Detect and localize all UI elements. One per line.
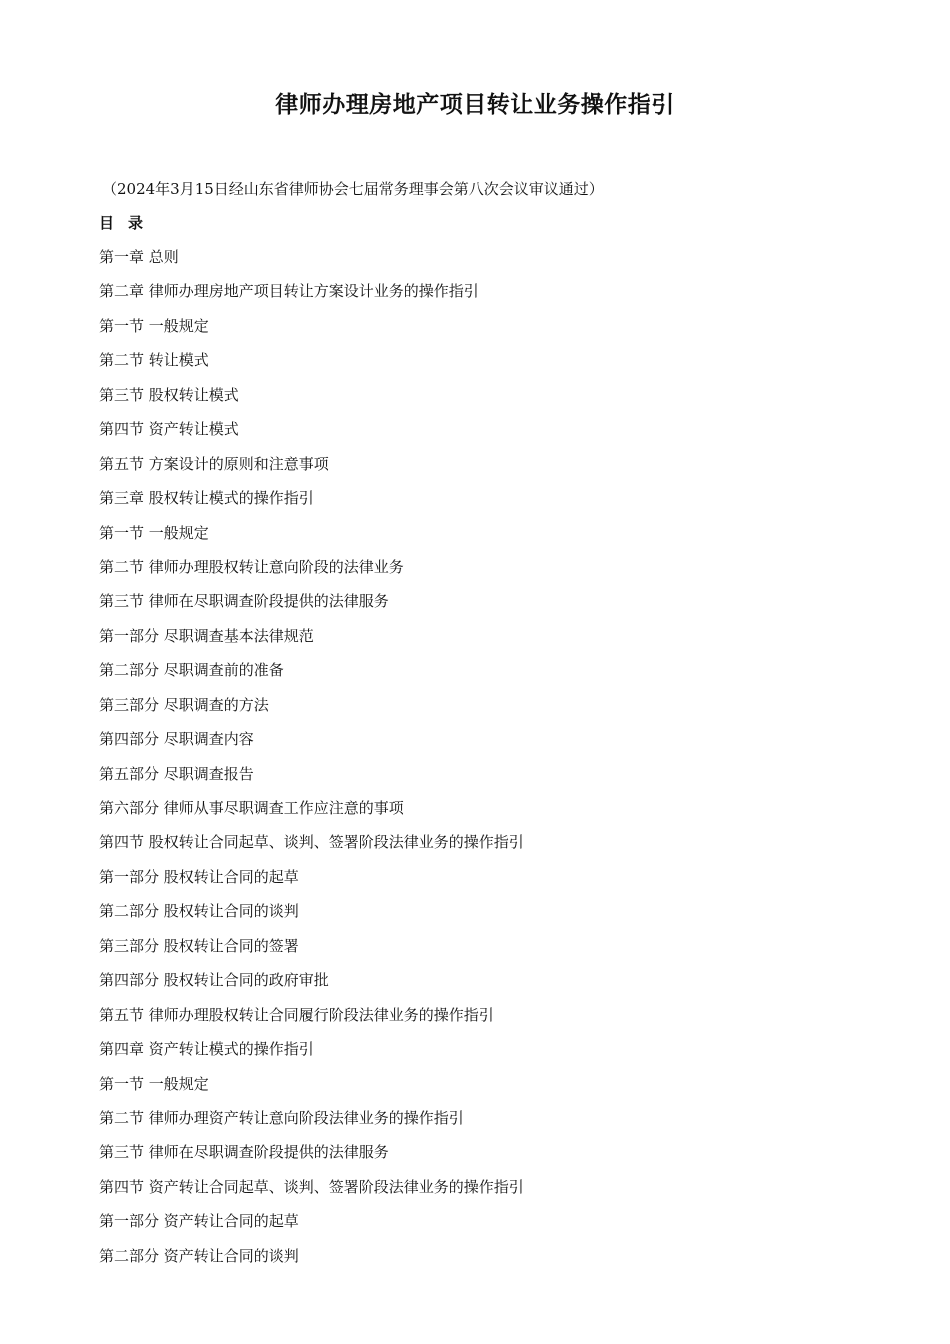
toc-item: 第三节 律师在尽职调查阶段提供的法律服务 [99, 1143, 389, 1162]
toc-item: 第四节 资产转让模式 [99, 420, 239, 439]
toc-item: 第四节 股权转让合同起草、谈判、签署阶段法律业务的操作指引 [99, 833, 524, 852]
toc-item: 第二部分 股权转让合同的谈判 [99, 902, 299, 921]
toc-item: 第一部分 尽职调查基本法律规范 [99, 626, 314, 645]
toc-item: 第二节 转让模式 [99, 351, 209, 370]
toc-item: 第三章 股权转让模式的操作指引 [99, 489, 314, 508]
toc-item: 第三部分 股权转让合同的签署 [99, 936, 299, 955]
toc-item: 第五节 律师办理股权转让合同履行阶段法律业务的操作指引 [99, 1005, 494, 1024]
toc-item: 第六部分 律师从事尽职调查工作应注意的事项 [99, 799, 404, 817]
toc-item: 第二节 律师办理资产转让意向阶段法律业务的操作指引 [99, 1108, 464, 1127]
toc-item: 第二节 律师办理股权转让意向阶段的法律业务 [99, 557, 404, 576]
toc-item: 第四部分 股权转让合同的政府审批 [99, 971, 329, 990]
toc-item: 第一部分 资产转让合同的起草 [99, 1212, 299, 1231]
toc-item: 第一章 总则 [99, 248, 179, 266]
document-title: 律师办理房地产项目转让业务操作指引 [275, 91, 675, 118]
toc-item: 第一节 一般规定 [99, 316, 209, 335]
toc-item: 第一节 一般规定 [99, 1074, 209, 1093]
toc-item: 第二部分 尽职调查前的准备 [99, 661, 284, 680]
toc-item: 第四部分 尽职调查内容 [99, 730, 254, 749]
toc-item: 第三节 律师在尽职调查阶段提供的法律服务 [99, 592, 389, 611]
toc-item: 第四节 资产转让合同起草、谈判、签署阶段法律业务的操作指引 [99, 1177, 524, 1196]
toc-item: 第五节 方案设计的原则和注意事项 [99, 454, 329, 473]
toc-item: 第三节 股权转让模式 [99, 385, 239, 404]
toc-item: 第二部分 资产转让合同的谈判 [99, 1246, 299, 1265]
toc-item: 第五部分 尽职调查报告 [99, 764, 254, 783]
toc-item: 第二章 律师办理房地产项目转让方案设计业务的操作指引 [99, 282, 479, 301]
table-of-contents [99, 246, 524, 1279]
toc-item: 第一节 一般规定 [99, 523, 209, 542]
toc-heading: 目录 [99, 214, 158, 232]
approval-note: （2024年3月15日经山东省律师协会七届常务理事会第八次会议审议通过） [102, 180, 604, 198]
toc-item: 第一部分 股权转让合同的起草 [99, 867, 299, 886]
toc-item: 第四章 资产转让模式的操作指引 [99, 1040, 314, 1059]
toc-item: 第三部分 尽职调查的方法 [99, 695, 269, 714]
